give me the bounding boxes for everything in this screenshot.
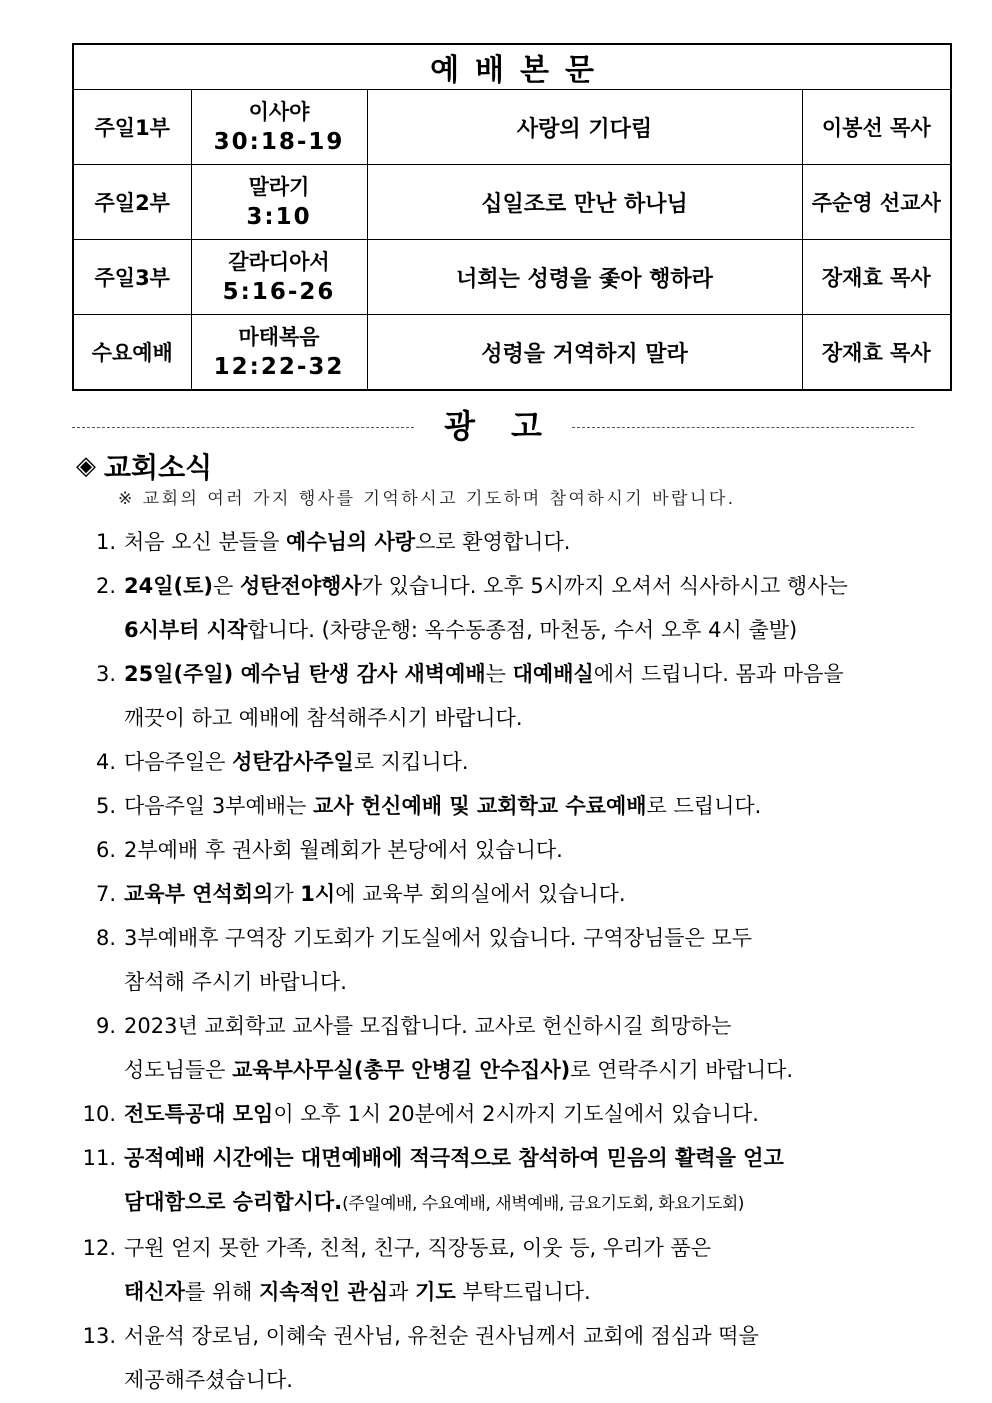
item-text: 구원 얻지 못한 가족, 친척, 친구, 직장동료, 이웃 등, 우리가 품은 [124, 1236, 711, 1260]
item-line [72, 960, 972, 1004]
list-item [72, 564, 972, 652]
church-news-note: ※ 교회의 여러 가지 행사를 기억하시고 기도하며 참여하시기 바랍니다. [118, 489, 736, 509]
service-name: 수요예배 [73, 315, 191, 391]
item-text: 에 교육부 회의실에서 있습니다. [335, 882, 626, 906]
item-text: 로 드립니다. [646, 794, 762, 818]
service-name: 주일3부 [73, 240, 191, 315]
item-line [72, 916, 972, 960]
preacher-name: 장재효 목사 [802, 240, 951, 315]
item-number: 8. [95, 926, 116, 950]
item-line [72, 564, 972, 608]
item-number: 10. [82, 1102, 116, 1126]
scripture-ref: 12:22-32 [213, 354, 345, 380]
list-item [72, 740, 972, 784]
emphasis-text: 전도특공대 모임 [124, 1102, 274, 1126]
emphasis-text: 교사 헌신예배 및 교회학교 수료예배 [313, 794, 647, 818]
church-news-heading [76, 446, 212, 486]
item-line [72, 1358, 972, 1402]
sermon-title: 십일조로 만난 하나님 [367, 165, 802, 240]
item-text: 2부예배 후 권사회 월례회가 본당에서 있습니다. [124, 838, 563, 862]
scripture-ref: 5:16-26 [222, 279, 336, 305]
announcement-header [72, 402, 914, 446]
item-number: 6. [95, 838, 116, 862]
item-number: 4. [95, 750, 116, 774]
item-text: 은 [213, 574, 240, 598]
item-line [72, 1136, 972, 1180]
list-item [72, 1136, 972, 1226]
item-text: 다음주일은 [124, 750, 233, 774]
scripture-cell [191, 240, 367, 315]
item-text: 처음 오신 분들을 [124, 530, 287, 554]
item-text: 깨끗이 하고 예배에 참석해주시기 바랍니다. [124, 706, 523, 730]
emphasis-text: 교육부사무실(총무 안병길 안수집사) [232, 1058, 571, 1082]
table-row [73, 90, 951, 165]
item-line [72, 1314, 972, 1358]
item-text: 는 [485, 662, 513, 686]
emphasis-text: 24일(토) [124, 574, 213, 598]
divider [572, 427, 914, 428]
emphasis-text: 대예배실 [512, 662, 594, 686]
item-text: 다음주일 3부예배는 [124, 794, 313, 818]
emphasis-text: 성탄감사주일 [232, 750, 354, 774]
item-text: 서윤석 장로님, 이혜숙 권사님, 유천순 권사님께서 교회에 점심과 떡을 [124, 1324, 759, 1348]
table-title: 예배본문 [73, 44, 951, 90]
diamond-icon: ◈ [76, 451, 96, 481]
church-news-title: 교회소식 [104, 451, 213, 484]
item-line [72, 652, 972, 696]
scripture-book: 말라기 [248, 175, 310, 199]
table-row [73, 315, 951, 391]
list-item [72, 1314, 972, 1402]
item-text: 2023년 교회학교 교사를 모집합니다. 교사로 헌신하시길 희망하는 [124, 1014, 732, 1038]
emphasis-text: 예수님의 사랑 [286, 530, 416, 554]
scripture-cell [191, 90, 367, 165]
item-number: 2. [95, 574, 116, 598]
item-text: 로 연락주시기 바랍니다. [570, 1058, 794, 1082]
item-text: 성도님들은 [124, 1058, 233, 1082]
emphasis-text: 지속적인 관심 [259, 1280, 389, 1304]
item-line [72, 1180, 972, 1226]
list-item [72, 784, 972, 828]
scripture-ref: 3:10 [246, 204, 312, 230]
item-text: 를 위해 [184, 1280, 260, 1304]
item-line [72, 1226, 972, 1270]
emphasis-text: 기도 [415, 1280, 456, 1304]
list-item [72, 1092, 972, 1136]
scripture-cell [191, 315, 367, 391]
emphasis-text: 1시 [300, 882, 336, 906]
item-line [72, 828, 972, 872]
divider [72, 427, 414, 428]
item-number: 7. [95, 882, 116, 906]
item-text: 과 [388, 1280, 416, 1304]
table-row [73, 165, 951, 240]
item-line [72, 1092, 972, 1136]
item-text: 가 있습니다. 오후 5시까지 오셔서 식사하시고 행사는 [361, 574, 848, 598]
scripture-book: 마태복음 [238, 325, 320, 349]
item-line [72, 1270, 972, 1314]
list-item [72, 520, 972, 564]
item-number: 9. [95, 1014, 116, 1038]
scripture-book: 갈라디아서 [228, 250, 330, 274]
item-line [72, 740, 972, 784]
item-number: 11. [82, 1146, 116, 1170]
item-text: 부탁드립니다. [455, 1280, 591, 1304]
item-line [72, 520, 972, 564]
list-item [72, 1226, 972, 1314]
list-item [72, 872, 972, 916]
item-text: 에서 드립니다. 몸과 마음을 [593, 662, 844, 686]
item-number: 3. [95, 662, 116, 686]
list-item [72, 916, 972, 1004]
service-name: 주일1부 [73, 90, 191, 165]
item-number: 1. [95, 530, 116, 554]
list-item [72, 1004, 972, 1092]
item-line [72, 696, 972, 740]
emphasis-text: 교육부 연석회의 [124, 882, 274, 906]
item-text: 참석해 주시기 바랍니다. [124, 970, 347, 994]
item-text: 로 지킵니다. [353, 750, 469, 774]
preacher-name: 이봉선 목사 [802, 90, 951, 165]
item-line [72, 784, 972, 828]
emphasis-text: 6시부터 시작 [124, 618, 248, 642]
scripture-ref: 30:18-19 [213, 129, 345, 155]
item-text: 제공해주셨습니다. [124, 1368, 293, 1392]
announcement-title: 광고 [444, 407, 578, 445]
item-number: 13. [82, 1324, 116, 1348]
worship-scripture-table [72, 43, 952, 391]
list-item [72, 652, 972, 740]
sermon-title: 사랑의 기다림 [367, 90, 802, 165]
item-text: 가 [273, 882, 301, 906]
scripture-book: 이사야 [248, 100, 310, 124]
item-line [72, 1004, 972, 1048]
item-line [72, 1048, 972, 1092]
emphasis-text: 성탄전야행사 [239, 574, 362, 598]
item-number: 12. [82, 1236, 116, 1260]
item-text: (주일예배, 수요예배, 새벽예배, 금요기도회, 화요기도회) [342, 1194, 744, 1214]
item-line [72, 608, 972, 652]
item-text: 이 오후 1시 20분에서 2시까지 기도실에서 있습니다. [273, 1102, 759, 1126]
service-name: 주일2부 [73, 165, 191, 240]
item-line [72, 872, 972, 916]
preacher-name: 장재효 목사 [802, 315, 951, 391]
item-text: 으로 환영합니다. [415, 530, 571, 554]
news-list [72, 520, 972, 1402]
emphasis-text: 공적예배 시간에는 대면예배에 적극적으로 참석하여 믿음의 활력을 얻고 [124, 1146, 784, 1170]
sermon-title: 너희는 성령을 좇아 행하라 [367, 240, 802, 315]
emphasis-text: 담대함으로 승리합시다. [124, 1190, 343, 1214]
preacher-name: 주순영 선교사 [802, 165, 951, 240]
item-text: 3부예배후 구역장 기도회가 기도실에서 있습니다. 구역장님들은 모두 [124, 926, 753, 950]
scripture-cell [191, 165, 367, 240]
sermon-title: 성령을 거역하지 말라 [367, 315, 802, 391]
item-number: 5. [95, 794, 116, 818]
table-row [73, 240, 951, 315]
list-item [72, 828, 972, 872]
emphasis-text: 태신자 [124, 1280, 185, 1304]
item-text: 합니다. (차량운행: 옥수동종점, 마천동, 수서 오후 4시 출발) [247, 618, 798, 642]
emphasis-text: 25일(주일) 예수님 탄생 감사 새벽예배 [124, 662, 486, 686]
